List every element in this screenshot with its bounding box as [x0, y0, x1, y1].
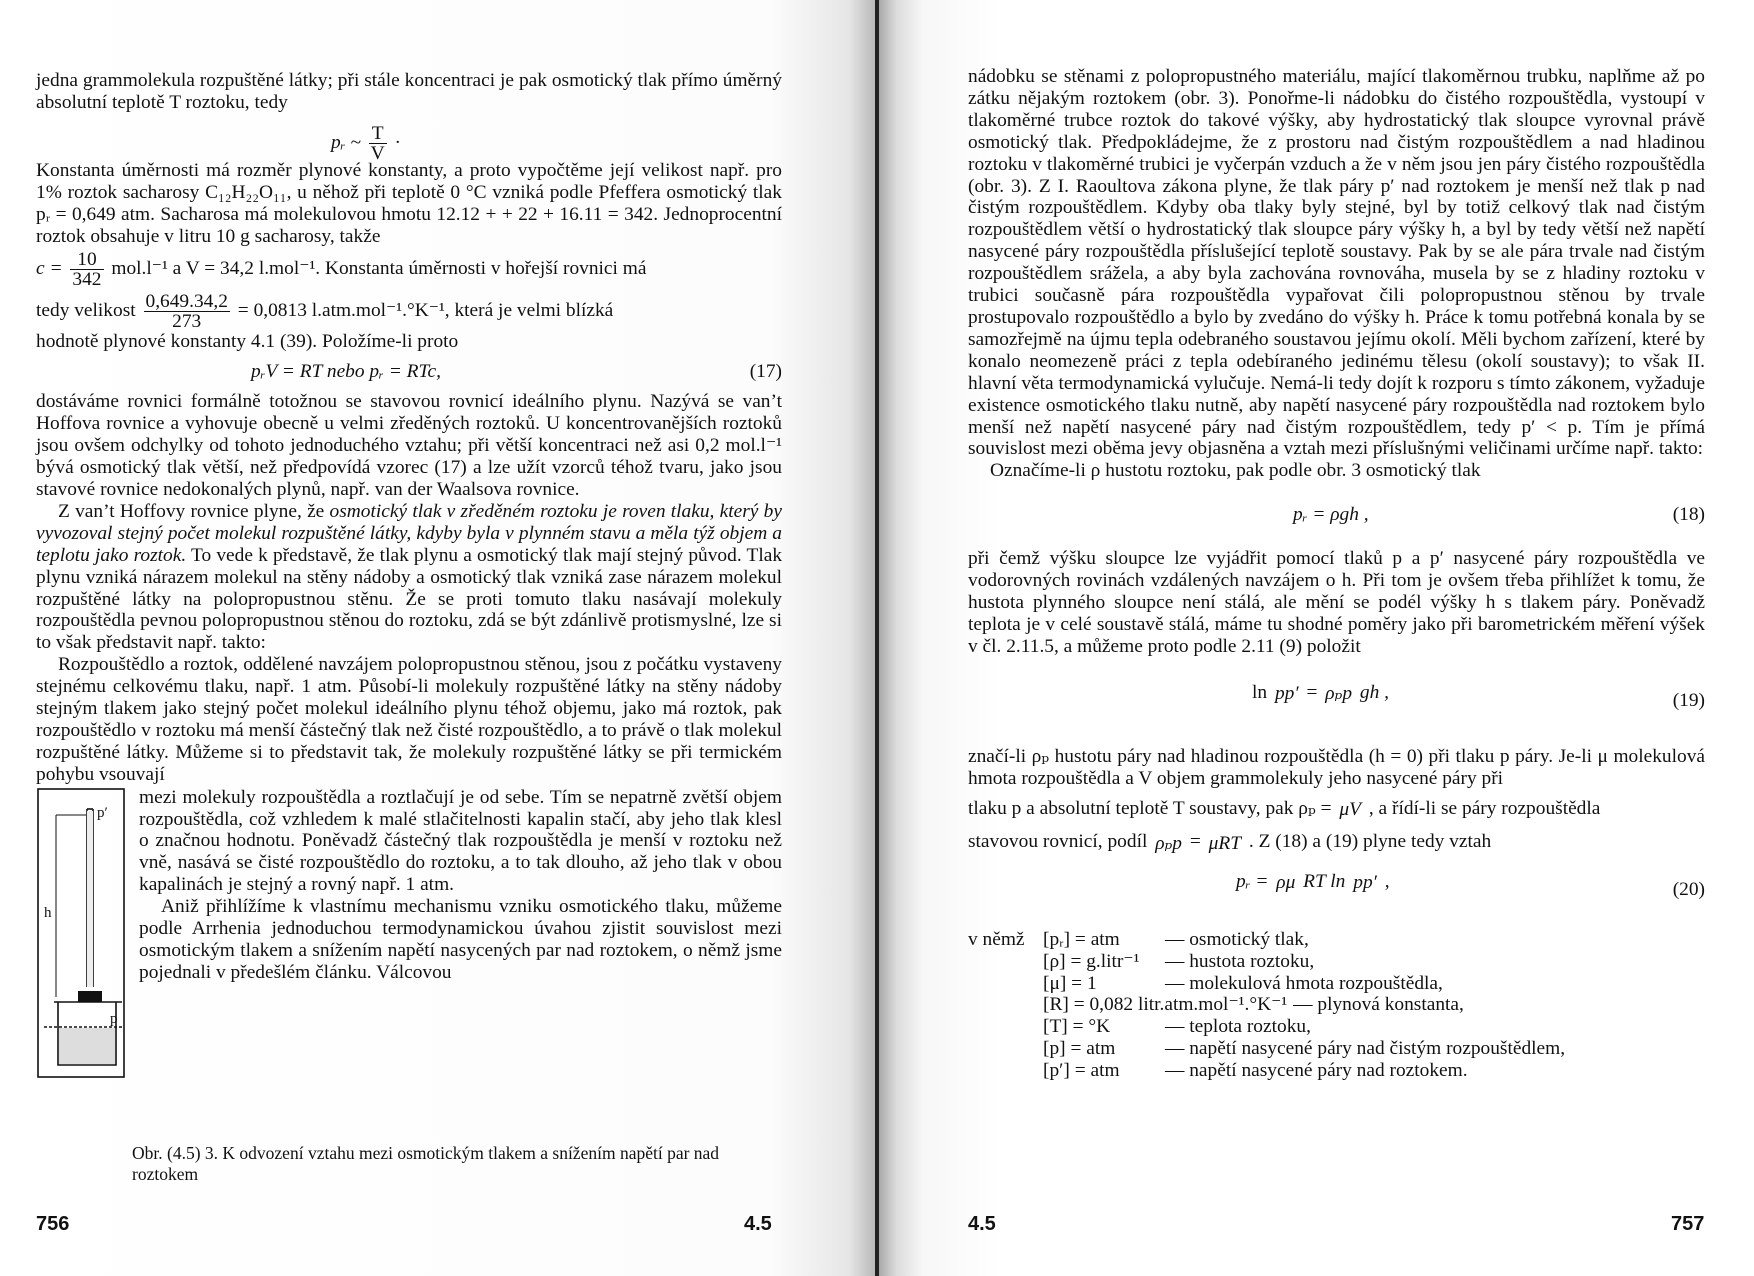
formula-line: stavovou rovnicí, podíl ρₚp = μRT . Z (18) a (19) plyne tedy vztah [968, 831, 1492, 854]
paragraph: mezi molekuly rozpouštědla a roztlačují je od sebe. Tím se nepatrně zvětší objem rozpouštědla, což vzhledem k malé stlačitelnosti kapalin stačí, aby jeho tlak klesl o značnou hodnotu. Poněvadž částečný tlak rozpouštědla je menší v roztoku než vně, nasává se čisté rozpouštědlo do roztoku, a to tak dlouho, až jeho tlak v obou kapalinách je stejný a rovný např. 1 atm. [139, 786, 782, 896]
page-number: 756 [36, 1213, 70, 1235]
fraction: $\frac{0,649.34,2}{273}$ [145, 291, 228, 333]
equation-17: pᵣV = RT nebo pᵣ = RTc, (17) [251, 361, 782, 383]
definition-row: v němž [pᵣ] = atm — osmotický tlak, [968, 929, 1309, 951]
fraction: ρμ [1276, 872, 1296, 894]
equation-number: (17) [749, 361, 782, 383]
page-number: 757 [1671, 1213, 1705, 1235]
fraction: μRT [1208, 832, 1242, 854]
paragraph: dostáváme rovnici formálně totožnou se stavovou rovnicí ideálního plynu. Nazývá se van’t Hoffova rovnice a vyhovuje obecně u velmi zředěných roztoků. U koncentrovanějších roztoků jsou ovšem odchylky od tohoto jednoduchého vztahu; při větší koncentraci než asi 0,2 mol.l⁻¹ bývá osmotický tlak větší, než předpovídá vzorec (17) a lze užít vzorců téhož tvaru, jako jsou stavové rovnice nedokonalých plynů, např. van der Waalsova rovnice. [36, 391, 782, 500]
left-page [0, 0, 875, 1276]
paragraph: nádobku se stěnami z polopropustného materiálu, mající tlakoměrnou trubku, naplňme až po zátku nějakým roztokem (obr. 3). Ponořme-li nádobku do čistého rozpouštědla, vystoupí v tlakoměrné trubce roztok do takové výšky, aby hydrostatický tlak sloupce vyrovnal právě osmotický tlak. Předpokládejme, že z prostoru nad čistým rozpouštědlem a nad hladinou roztoku v tlakoměrné trubici je vyčerpán vzduch a že v něm jsou jen páry čistého rozpouštědla (obr. 3). Z I. Raoultova zákona plyne, že tlak páry p′ nad roztokem je menší než tlak p nad čistým rozpouštědlem. Kdyby oba tlaky byly stejné, byl by totiž celkový tlak nad čistým rozpouštědlem větší o hydrostatický tlak sloupce páry výšky h, a byl by tedy větší než napětí nasycené páry rozpouštědla příslušející teplotě soustavy. Pak by se ale pára trvale nad čistým rozpouštědlem srážela, a aby byla zachována rovnováha, musela by se z hladiny roztoku v trubici současně pára rozpouštědla vypařovat čili polopropustnou stěnou by trvale prostupovalo rozpouštědlo a bylo by zvedáno do výšky h. Práce k tomu potřebná konala by se samozřejmě na újmu tepla odebraného soustavou jejímu okolí. Měli bychom zařízení, které by konalo neomezeně práci z tepla odebíraného jedinému tělesu (okolí soustavy); to však II. hlavní věta termodynamická vylučuje. Nemá-li tedy dojít k rozporu s tímto zákonem, vyžaduje existence osmotického tlaku nutně, aby napětí nasycené páry rozpouštědla nad roztokem bylo menší než napětí nasycené páry nad čistým rozpouštědlem, tedy p′ < p. Tím je přímá souvislost mezi oběma jevy objasněna a vztah mezi příslušnými veličinami určíme např. takto: [968, 66, 1705, 460]
fraction: μV [1339, 798, 1361, 820]
paragraph: Rozpouštědlo a roztok, oddělené navzájem polopropustnou stěnou, jsou z počátku vystaveny stejnému celkovému tlaku, např. 1 atm. Působí-li molekuly rozpuštěné látky na stěny nádoby stejným tlakem jako stejný počet molekul ideálního plynu téhož objemu, jako má roztok, pak rozpouštědlo v roztoku má menší částečný tlak než čisté rozpouštědlo, a to právě o tlak molekul rozpuštěné látky. Můžeme si to představit tak, že molekuly rozpuštěné látky se při termickém pohybu vsouvají [36, 654, 782, 785]
formula-line: tedy velikost $\frac{0,649.34,2}{273}$ = 0,0813 l.atm.mol⁻¹.°K⁻¹, která je velmi blízká [36, 291, 614, 333]
equation-19: ln pp′ = ρₚp gh , (19) [1252, 681, 1705, 711]
fraction: ρₚp [1155, 832, 1182, 854]
paragraph: Označíme-li ρ hustotu roztoku, pak podle obr. 3 osmotický tlak [990, 460, 1481, 482]
fraction: $\frac{10}{342}$ [72, 249, 102, 291]
paragraph: značí-li ρₚ hustotu páry nad hladinou rozpouštědla (h = 0) při tlaku p páry. Je-li μ molekulová hmota rozpouštědla a V objem grammolekuly jeho nasycené páry při [968, 745, 1705, 789]
formula-line: tlaku p a absolutní teplotě T soustavy, pak ρₚ = μV , a řídí-li se páry rozpouštědla [968, 797, 1601, 820]
paragraph: hodnotě plynové konstanty 4.1 (39). Položíme-li proto [36, 331, 459, 353]
symbol-definitions [968, 929, 1705, 1081]
equation-20: pᵣ = ρμ RT ln pp′ , (20) [1236, 871, 1705, 901]
paragraph: Aniž přihlížíme k vlastnímu mechanismu vzniku osmotického tlaku, můžeme podle Arrhenia jednoduchou termodynamickou úvahou zjistit souvislost mezi osmotickým tlakem a snížením napětí nasycených par nad roztokem, o němž jsme pojednali v předešlém článku. Válcovou [139, 896, 782, 983]
figure-label-p: p [110, 1010, 118, 1027]
definition-row: [p′] = atm — napětí nasycené páry nad roztokem. [1043, 1059, 1468, 1081]
fraction: ρₚp [1325, 682, 1353, 704]
formula-line: c = $\frac{10}{342}$ mol.l⁻¹ a V = 34,2 l.mol⁻¹. Konstanta úměrnosti v hořejší rovnici má [36, 249, 647, 291]
left-text-column [36, 70, 782, 1081]
paragraph: jedna grammolekula rozpuštěné látky; při stále koncentraci je pak osmotický tlak přímo úměrný absolutní teplotě T roztoku, tedy [36, 70, 782, 113]
paragraph: Z van’t Hoffovy rovnice plyne, že osmotický tlak v zředěném roztoku je roven tlaku, který by vyvozoval stejný počet molekul rozpuštěné látky, kdyby byla v plynném stavu a měla týž objem a teplotu jako roztok. To vede k představě, že tlak plynu a osmotický tlak mají stejný původ. Tlak plynu vzniká nárazem molekul na stěny nádoby a osmotický tlak vzniká zase nárazem molekul rozpuštěné látky na polopropustnou stěnu. Že se proti tomuto tlaku nasávají molekuly rozpouštědla pevnou polopropustnou stěnou do roztoku, zdá se být zdánlivě protismyslné, lze si to však představit např. takto: [36, 500, 783, 654]
fraction: pp′ [1353, 872, 1377, 894]
definition-row: [T] = °K — teplota roztoku, [1043, 1016, 1311, 1038]
paragraph: Konstanta úměrnosti má rozměr plynové konstanty, a proto vypočtěme její velikost např. pro 1% roztok sacharosy C₁₂H₂₂O₁₁, u něhož při teplotě 0 °C vzniká podle Pfeffera osmotický tlak pᵣ = 0,649 atm. Sacharosa má molekulovou hmotu 12.12 + + 22 + 16.11 = 342. Jednoprocentní roztok obsahuje v litru 10 g sacharosy, takže [36, 159, 782, 247]
figure-label-p-prime: p′ [97, 804, 108, 821]
osmosis-figure [36, 787, 128, 1081]
definition-row: [p] = atm — napětí nasycené páry nad čistým rozpouštědlem, [1043, 1037, 1566, 1059]
fraction: pp′ [1274, 682, 1299, 704]
figure-label-h: h [44, 904, 52, 921]
osmosis-apparatus-diagram [36, 787, 128, 1081]
definition-row: [ρ] = g.litr⁻¹ — hustota roztoku, [1043, 951, 1315, 973]
equation-number: (18) [1672, 504, 1705, 526]
paragraph: při čemž výšku sloupce lze vyjádřit pomocí tlaků p a p′ nasycené páry rozpouštědla ve vodorovných rovinách vzdálených navzájem o h. Při tom je ovšem třeba přihlížet k tomu, že hustota plynného sloupce není stálá, ale mění se podél výšky h s tlakem páry. Poněvadž teplota je v celé soustavě stálá, máme tu shodné poměry jako při barometrickém měření výšek v čl. 2.11.5, a můžeme proto podle 2.11 (9) položit [968, 548, 1705, 657]
section-number: 4.5 [968, 1213, 996, 1235]
equation-number: (20) [1672, 879, 1705, 901]
right-page [879, 0, 1754, 1276]
definition-row: [μ] = 1 — molekulová hmota rozpouštědla, [1043, 972, 1443, 994]
equation-18: pᵣ = ρgh , (18) [1293, 504, 1705, 526]
section-number: 4.5 [744, 1213, 772, 1235]
equation-proportional: pᵣ ~ $\frac{T}{V}$ · [331, 122, 402, 164]
equation-number: (19) [1672, 689, 1705, 711]
figure-caption: Obr. (4.5) 3. K odvození vztahu mezi osmotickým tlakem a snížením napětí par nad roztokem [132, 1143, 720, 1184]
fraction: $\frac{T}{V}$ [370, 122, 385, 164]
right-text-column [968, 66, 1705, 1081]
definition-row: [R] = 0,082 litr.atm.mol⁻¹.°K⁻¹ — plynová konstanta, [1043, 994, 1464, 1016]
figure-wrap [36, 787, 782, 1081]
